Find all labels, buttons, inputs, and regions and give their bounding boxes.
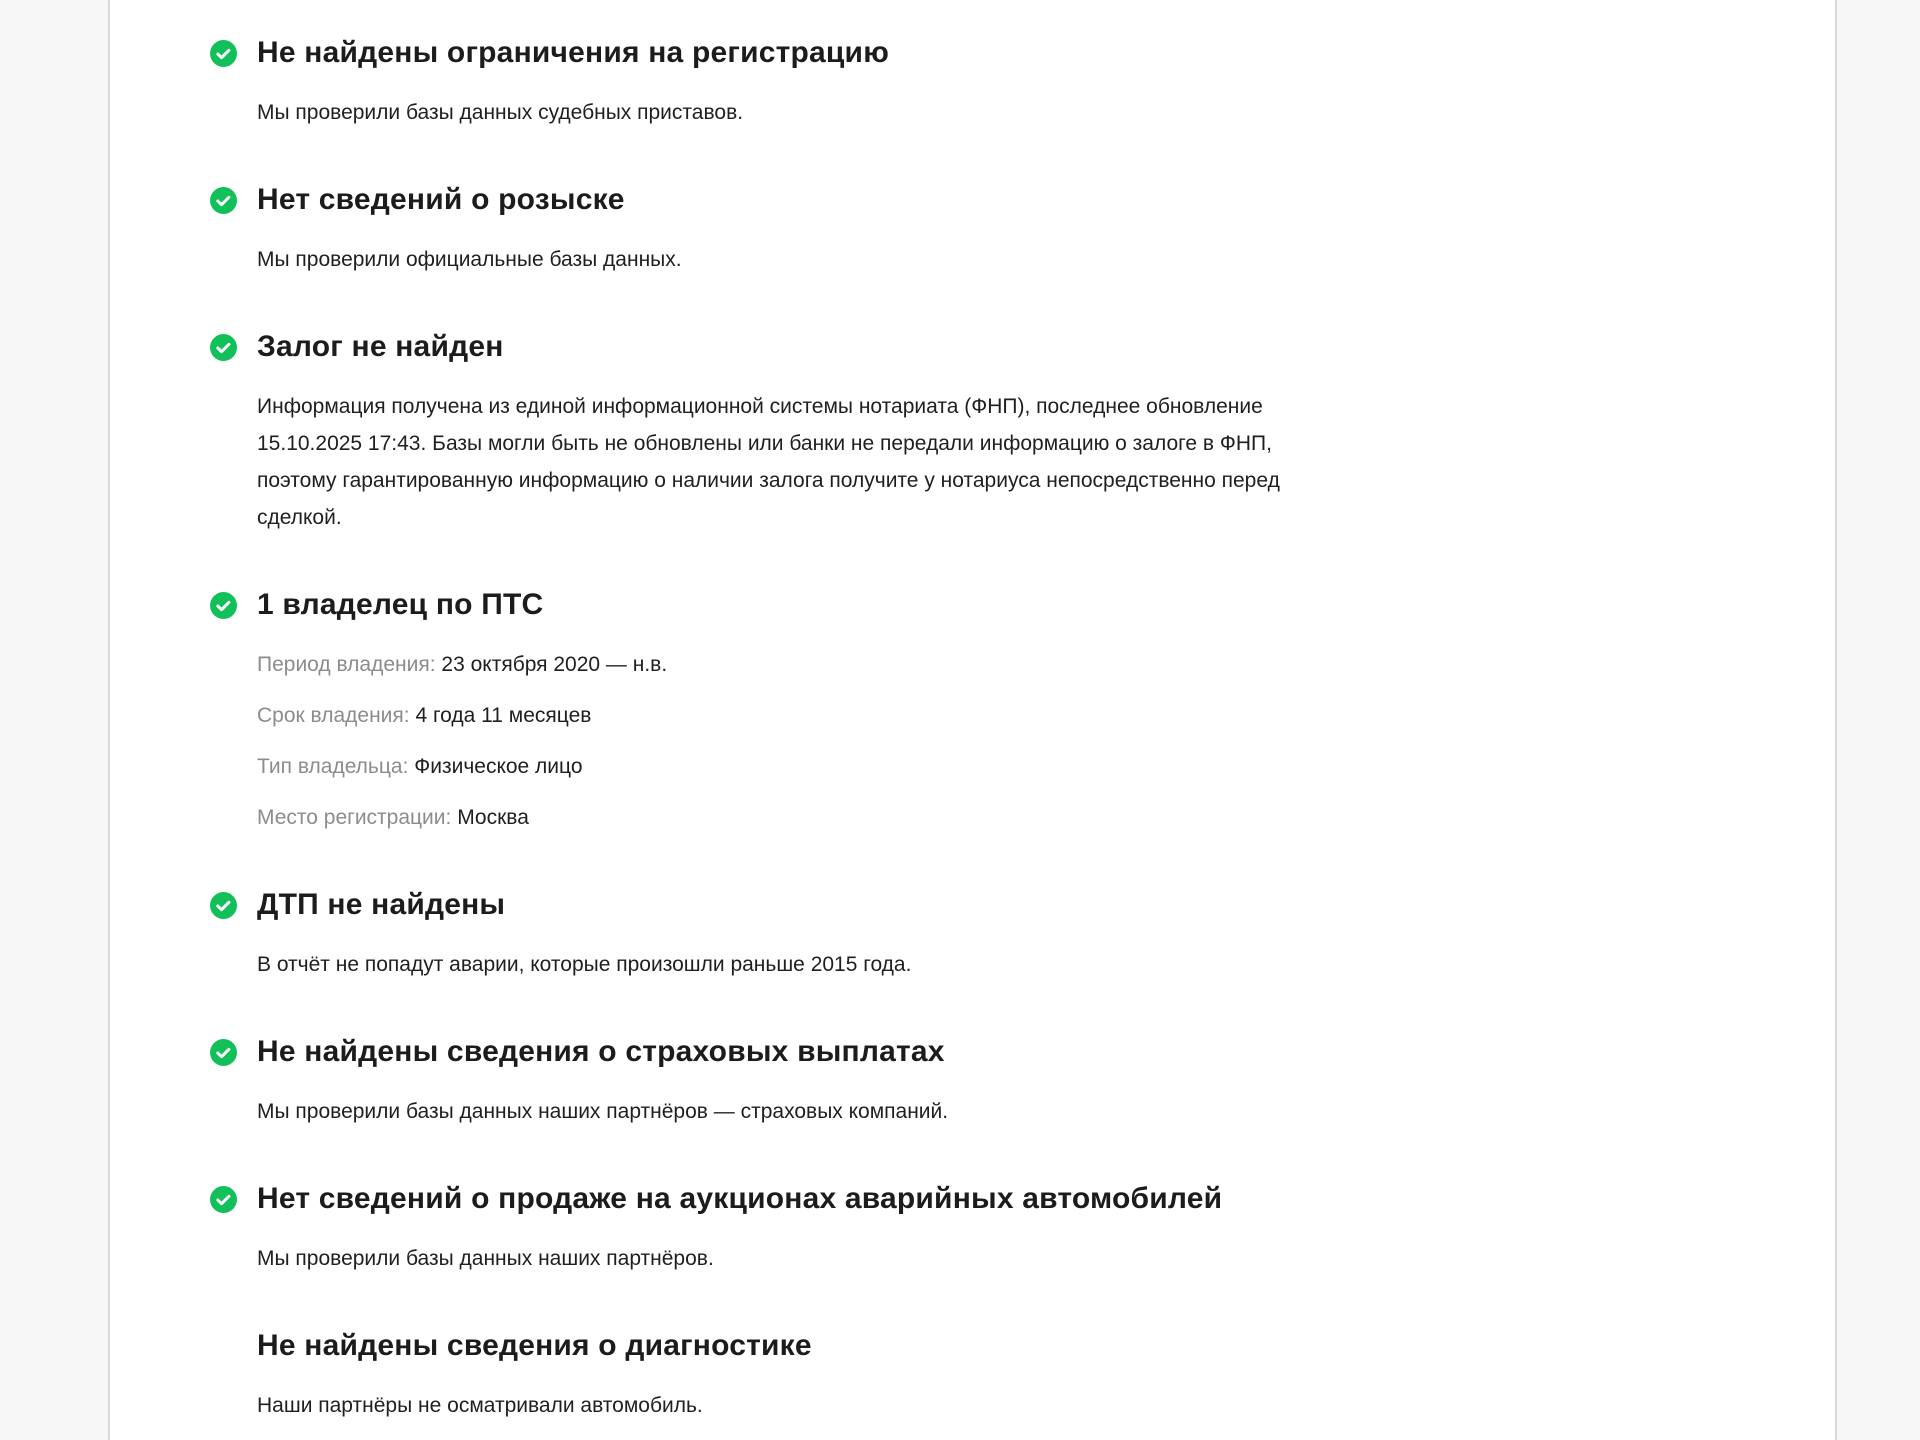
check-section: [210, 888, 1795, 983]
section-title: Не найдены сведения о страховых выплатах: [257, 1035, 945, 1068]
detail-label: Период владения:: [257, 653, 436, 676]
vehicle-report-card: [108, 0, 1837, 1440]
detail-value: Физическое лицо: [414, 755, 583, 778]
section-header: [210, 183, 1795, 217]
section-description: Информация получена из единой информационной системы нотариата (ФНП), последнее обновление 15.10.2025 17:43. Базы могли быть не обновлены или банки не передали информацию о залоге в ФНП, поэтому гарантированную информацию о наличии залога получите у нотариуса непосредственно перед сделкой.: [257, 395, 1280, 529]
section-title: Нет сведений о розыске: [257, 183, 625, 216]
section-body: [210, 946, 1795, 983]
check-circle-icon: [210, 592, 237, 619]
section-title: Не найдены ограничения на регистрацию: [257, 36, 890, 69]
section-body: [210, 94, 1795, 131]
section-title: Залог не найден: [257, 330, 504, 363]
section-header: [210, 36, 1795, 70]
detail-row: [257, 697, 1795, 734]
check-circle-icon: [210, 334, 237, 361]
section-header: [210, 888, 1795, 922]
section-title: ДТП не найдены: [257, 888, 506, 921]
check-circle-icon: [210, 187, 237, 214]
section-description: Мы проверили официальные базы данных.: [257, 248, 682, 271]
detail-row: [257, 799, 1795, 836]
section-body: [210, 646, 1795, 836]
section-header: [210, 1035, 1795, 1069]
section-body: [210, 1093, 1795, 1130]
check-sections-list: [210, 36, 1795, 1424]
section-title: Не найдены сведения о диагностике: [257, 1329, 812, 1362]
section-description: В отчёт не попадут аварии, которые произошли раньше 2015 года.: [257, 953, 912, 976]
check-circle-icon: [210, 1039, 237, 1066]
check-circle-icon: [210, 1186, 237, 1213]
check-section: [210, 1182, 1795, 1277]
section-title: Нет сведений о продаже на аукционах аварийных автомобилей: [257, 1182, 1223, 1215]
detail-value: Москва: [457, 806, 529, 829]
section-body: [210, 1240, 1795, 1277]
check-section: [210, 588, 1795, 836]
check-circle-icon: [210, 892, 237, 919]
section-header: [210, 588, 1795, 622]
detail-value: 4 года 11 месяцев: [415, 704, 592, 727]
detail-row: [257, 646, 1795, 683]
check-section: [210, 183, 1795, 278]
section-header: [210, 330, 1795, 364]
check-section: [210, 36, 1795, 131]
section-description: Мы проверили базы данных наших партнёров.: [257, 1247, 714, 1270]
check-circle-icon: [210, 40, 237, 67]
section-body: [210, 241, 1795, 278]
detail-label: Тип владельца:: [257, 755, 409, 778]
detail-value: 23 октября 2020 — н.в.: [441, 653, 668, 676]
section-title: 1 владелец по ПТС: [257, 588, 544, 621]
detail-label: Место регистрации:: [257, 806, 452, 829]
section-description: Мы проверили базы данных судебных приставов.: [257, 101, 744, 124]
check-section: [210, 1035, 1795, 1130]
detail-label: Срок владения:: [257, 704, 410, 727]
section-description: Наши партнёры не осматривали автомобиль.: [257, 1394, 703, 1417]
section-body: [210, 1387, 1795, 1424]
check-section: [210, 1329, 1795, 1424]
owner-details: [257, 646, 1795, 836]
detail-row: [257, 748, 1795, 785]
section-header: [210, 1182, 1795, 1216]
section-header: [210, 1329, 1795, 1363]
section-description: Мы проверили базы данных наших партнёров — страховых компаний.: [257, 1100, 949, 1123]
section-body: [210, 388, 1795, 536]
check-section: [210, 330, 1795, 536]
